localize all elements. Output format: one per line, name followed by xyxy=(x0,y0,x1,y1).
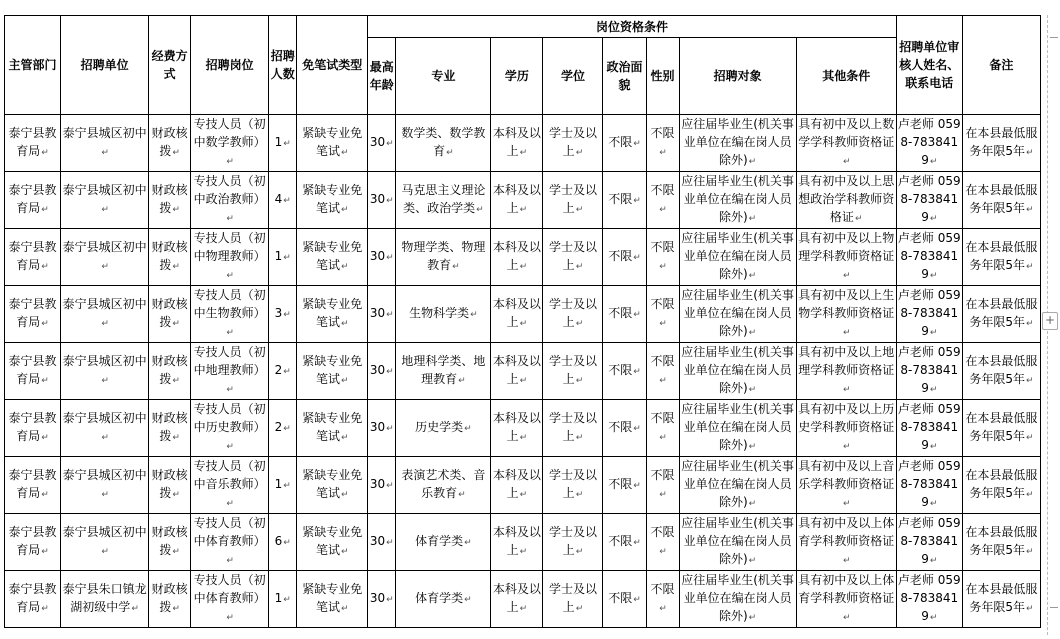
cell-count: 1 ↵ xyxy=(269,229,297,286)
cell-count: 2 ↵ xyxy=(269,343,297,400)
cell-unit: 泰宁县城区初中 ↵ xyxy=(61,115,149,172)
cell-education: 本科及以上 ↵ xyxy=(491,571,543,628)
cell-age: 30 ↵ xyxy=(368,514,396,571)
cell-target: 应往届毕业生(机关事业单位在编在岗人员除外) ↵ xyxy=(679,115,796,172)
cell-age: 30 ↵ xyxy=(368,115,396,172)
cell-age: 30 ↵ xyxy=(368,286,396,343)
cell-remark: 在本县最低服务年限5年 ↵ xyxy=(962,343,1040,400)
table-row xyxy=(5,115,1041,172)
cell-count: 4 ↵ xyxy=(269,172,297,229)
cell-major: 物理学类、物理教育 ↵ xyxy=(396,229,491,286)
cell-other: 具有初中及以上音乐学科教师资格证 ↵ xyxy=(796,457,896,514)
header-funding: 经费方式 xyxy=(149,16,191,115)
table-row xyxy=(5,172,1041,229)
cell-dept: 泰宁县教育局 ↵ xyxy=(5,514,61,571)
cell-gender: 不限 ↵ xyxy=(646,457,679,514)
cell-dept: 泰宁县教育局 ↵ xyxy=(5,229,61,286)
cell-other: 具有初中及以上思想政治学科教师资格证 ↵ xyxy=(796,172,896,229)
cell-gender: 不限 ↵ xyxy=(646,115,679,172)
cell-education: 本科及以上 ↵ xyxy=(491,457,543,514)
cell-exam: 紧缺专业免笔试 ↵ xyxy=(297,172,368,229)
header-exam: 免笔试类型 xyxy=(297,16,368,115)
cell-age: 30 ↵ xyxy=(368,400,396,457)
cell-age: 30 ↵ xyxy=(368,343,396,400)
cell-education: 本科及以上 ↵ xyxy=(491,229,543,286)
cell-dept: 泰宁县教育局 ↵ xyxy=(5,400,61,457)
cell-other: 具有初中及以上体育学科教师资格证 ↵ xyxy=(796,571,896,628)
header-degree: 学位 xyxy=(543,38,603,115)
cell-major: 历史学类 ↵ xyxy=(396,400,491,457)
table-row xyxy=(5,400,1041,457)
cell-exam: 紧缺专业免笔试 ↵ xyxy=(297,343,368,400)
add-row-button[interactable]: + xyxy=(1042,312,1058,330)
header-remark: 备注 xyxy=(962,16,1040,115)
header-age: 最高年龄 xyxy=(368,38,396,115)
cell-major: 表演艺术类、音乐教育 ↵ xyxy=(396,457,491,514)
table-row xyxy=(5,571,1041,628)
cell-contact: 卢老师 0598-7838419 ↵ xyxy=(896,400,962,457)
cell-exam: 紧缺专业免笔试 ↵ xyxy=(297,286,368,343)
cell-unit: 泰宁县城区初中 ↵ xyxy=(61,343,149,400)
cell-unit: 泰宁县城区初中 ↵ xyxy=(61,400,149,457)
cell-dept: 泰宁县教育局 ↵ xyxy=(5,172,61,229)
cell-remark: 在本县最低服务年限5年 ↵ xyxy=(962,172,1040,229)
cell-degree: 学士及以上 ↵ xyxy=(543,343,603,400)
cell-dept: 泰宁县教育局 ↵ xyxy=(5,115,61,172)
cell-exam: 紧缺专业免笔试 ↵ xyxy=(297,571,368,628)
cell-exam: 紧缺专业免笔试 ↵ xyxy=(297,400,368,457)
cell-degree: 学士及以上 ↵ xyxy=(543,115,603,172)
cell-position: 专技人员（初中体育教师） ↵ xyxy=(191,514,269,571)
cell-contact: 卢老师 0598-7838419 ↵ xyxy=(896,229,962,286)
cell-dept: 泰宁县教育局 ↵ xyxy=(5,286,61,343)
cell-degree: 学士及以上 ↵ xyxy=(543,286,603,343)
cell-unit: 泰宁县城区初中 ↵ xyxy=(61,457,149,514)
cell-unit: 泰宁县城区初中 ↵ xyxy=(61,172,149,229)
table-row xyxy=(5,229,1041,286)
cell-funding: 财政核拨 ↵ xyxy=(149,115,191,172)
cell-gender: 不限 ↵ xyxy=(646,343,679,400)
cell-target: 应往届毕业生(机关事业单位在编在岗人员除外) ↵ xyxy=(679,400,796,457)
cell-contact: 卢老师 0598-7838419 ↵ xyxy=(896,457,962,514)
cell-contact: 卢老师 0598-7838419 ↵ xyxy=(896,172,962,229)
cell-position: 专技人员（初中地理教师） ↵ xyxy=(191,343,269,400)
cell-unit: 泰宁县城区初中 ↵ xyxy=(61,229,149,286)
cell-target: 应往届毕业生(机关事业单位在编在岗人员除外) ↵ xyxy=(679,172,796,229)
cell-remark: 在本县最低服务年限5年 ↵ xyxy=(962,229,1040,286)
cell-target: 应往届毕业生(机关事业单位在编在岗人员除外) ↵ xyxy=(679,229,796,286)
header-other: 其他条件 xyxy=(796,38,896,115)
cell-degree: 学士及以上 ↵ xyxy=(543,229,603,286)
cell-major: 体育学类 ↵ xyxy=(396,571,491,628)
cell-political: 不限 ↵ xyxy=(603,172,646,229)
header-major: 专业 xyxy=(396,38,491,115)
header-position: 招聘岗位 xyxy=(191,16,269,115)
cell-target: 应往届毕业生(机关事业单位在编在岗人员除外) ↵ xyxy=(679,514,796,571)
cell-age: 30 ↵ xyxy=(368,229,396,286)
cell-contact: 卢老师 0598-7838419 ↵ xyxy=(896,571,962,628)
cell-degree: 学士及以上 ↵ xyxy=(543,400,603,457)
cell-age: 30 ↵ xyxy=(368,571,396,628)
cell-count: 1 ↵ xyxy=(269,115,297,172)
cell-funding: 财政核拨 ↵ xyxy=(149,400,191,457)
header-education: 学历 xyxy=(491,38,543,115)
cell-education: 本科及以上 ↵ xyxy=(491,286,543,343)
cell-political: 不限 ↵ xyxy=(603,571,646,628)
cell-gender: 不限 ↵ xyxy=(646,514,679,571)
cell-political: 不限 ↵ xyxy=(603,343,646,400)
cell-position: 专技人员（初中体育教师） ↵ xyxy=(191,571,269,628)
cell-contact: 卢老师 0598-7838419 ↵ xyxy=(896,514,962,571)
cell-degree: 学士及以上 ↵ xyxy=(543,457,603,514)
table-row xyxy=(5,457,1041,514)
cell-gender: 不限 ↵ xyxy=(646,172,679,229)
cell-count: 3 ↵ xyxy=(269,286,297,343)
cell-funding: 财政核拨 ↵ xyxy=(149,286,191,343)
cell-unit: 泰宁县城区初中 ↵ xyxy=(61,514,149,571)
cell-dept: 泰宁县教育局 ↵ xyxy=(5,343,61,400)
cell-age: 30 ↵ xyxy=(368,172,396,229)
cell-position: 专技人员（初中政治教师） ↵ xyxy=(191,172,269,229)
cell-degree: 学士及以上 ↵ xyxy=(543,172,603,229)
cell-target: 应往届毕业生(机关事业单位在编在岗人员除外) ↵ xyxy=(679,571,796,628)
cell-gender: 不限 ↵ xyxy=(646,400,679,457)
cell-count: 1 ↵ xyxy=(269,571,297,628)
cell-remark: 在本县最低服务年限5年 ↵ xyxy=(962,514,1040,571)
cell-remark: 在本县最低服务年限5年 ↵ xyxy=(962,286,1040,343)
margin-tick xyxy=(1050,37,1058,38)
cell-exam: 紧缺专业免笔试 ↵ xyxy=(297,229,368,286)
cell-funding: 财政核拨 ↵ xyxy=(149,457,191,514)
cell-remark: 在本县最低服务年限5年 ↵ xyxy=(962,571,1040,628)
cell-dept: 泰宁县教育局 ↵ xyxy=(5,457,61,514)
table-row xyxy=(5,286,1041,343)
cell-major: 马克思主义理论类、政治学类 ↵ xyxy=(396,172,491,229)
cell-major: 体育学类 ↵ xyxy=(396,514,491,571)
cell-education: 本科及以上 ↵ xyxy=(491,343,543,400)
cell-target: 应往届毕业生(机关事业单位在编在岗人员除外) ↵ xyxy=(679,457,796,514)
table-row xyxy=(5,343,1041,400)
cell-contact: 卢老师 0598-7838419 ↵ xyxy=(896,115,962,172)
cell-age: 30 ↵ xyxy=(368,457,396,514)
cell-position: 专技人员（初中历史教师） ↵ xyxy=(191,400,269,457)
cell-position: 专技人员（初中数学教师） ↵ xyxy=(191,115,269,172)
margin-tick xyxy=(1050,607,1058,608)
cell-position: 专技人员（初中生物教师） ↵ xyxy=(191,286,269,343)
cell-other: 具有初中及以上物理学科教师资格证 ↵ xyxy=(796,229,896,286)
cell-position: 专技人员（初中音乐教师） ↵ xyxy=(191,457,269,514)
header-target: 招聘对象 xyxy=(679,38,796,115)
cell-count: 1 ↵ xyxy=(269,457,297,514)
cell-target: 应往届毕业生(机关事业单位在编在岗人员除外) ↵ xyxy=(679,343,796,400)
cell-count: 2 ↵ xyxy=(269,400,297,457)
cell-education: 本科及以上 ↵ xyxy=(491,400,543,457)
cell-remark: 在本县最低服务年限5年 ↵ xyxy=(962,457,1040,514)
cell-funding: 财政核拨 ↵ xyxy=(149,229,191,286)
cell-political: 不限 ↵ xyxy=(603,115,646,172)
cell-other: 具有初中及以上历史学科教师资格证 ↵ xyxy=(796,400,896,457)
cell-degree: 学士及以上 ↵ xyxy=(543,514,603,571)
header-count: 招聘人数 xyxy=(269,16,297,115)
cell-funding: 财政核拨 ↵ xyxy=(149,571,191,628)
cell-remark: 在本县最低服务年限5年 ↵ xyxy=(962,115,1040,172)
cell-major: 数学类、数学教育 ↵ xyxy=(396,115,491,172)
cell-exam: 紧缺专业免笔试 ↵ xyxy=(297,514,368,571)
header-political: 政治面貌 xyxy=(603,38,646,115)
cell-funding: 财政核拨 ↵ xyxy=(149,343,191,400)
cell-political: 不限 ↵ xyxy=(603,400,646,457)
cell-position: 专技人员（初中物理教师） ↵ xyxy=(191,229,269,286)
cell-funding: 财政核拨 ↵ xyxy=(149,172,191,229)
cell-gender: 不限 ↵ xyxy=(646,229,679,286)
cell-exam: 紧缺专业免笔试 ↵ xyxy=(297,115,368,172)
cell-other: 具有初中及以上地理学科教师资格证 ↵ xyxy=(796,343,896,400)
header-gender: 性别 xyxy=(646,38,679,115)
table-row xyxy=(5,514,1041,571)
header-contact: 招聘单位审核人姓名、联系电话 xyxy=(896,16,962,115)
recruitment-table xyxy=(4,15,1041,628)
header-qualification-group: 岗位资格条件 xyxy=(368,16,896,38)
cell-gender: 不限 ↵ xyxy=(646,571,679,628)
cell-gender: 不限 ↵ xyxy=(646,286,679,343)
cell-unit: 泰宁县城区初中 ↵ xyxy=(61,286,149,343)
cell-other: 具有初中及以上体育学科教师资格证 ↵ xyxy=(796,514,896,571)
cell-exam: 紧缺专业免笔试 ↵ xyxy=(297,457,368,514)
header-dept: 主管部门 xyxy=(5,16,61,115)
cell-remark: 在本县最低服务年限5年 ↵ xyxy=(962,400,1040,457)
cell-political: 不限 ↵ xyxy=(603,229,646,286)
cell-dept: 泰宁县教育局 ↵ xyxy=(5,571,61,628)
header-unit: 招聘单位 xyxy=(61,16,149,115)
cell-other: 具有初中及以上数学学科教师资格证 ↵ xyxy=(796,115,896,172)
cell-political: 不限 ↵ xyxy=(603,457,646,514)
cell-major: 地理科学类、地理教育 ↵ xyxy=(396,343,491,400)
cell-education: 本科及以上 ↵ xyxy=(491,514,543,571)
cell-major: 生物科学类 ↵ xyxy=(396,286,491,343)
cell-count: 6 ↵ xyxy=(269,514,297,571)
cell-political: 不限 ↵ xyxy=(603,286,646,343)
cell-unit: 泰宁县朱口镇龙湖初级中学 ↵ xyxy=(61,571,149,628)
cell-political: 不限 ↵ xyxy=(603,514,646,571)
cell-degree: 学士及以上 ↵ xyxy=(543,571,603,628)
cell-funding: 财政核拨 ↵ xyxy=(149,514,191,571)
cell-other: 具有初中及以上生物学科教师资格证 ↵ xyxy=(796,286,896,343)
cell-contact: 卢老师 0598-7838419 ↵ xyxy=(896,286,962,343)
cell-education: 本科及以上 ↵ xyxy=(491,172,543,229)
cell-education: 本科及以上 ↵ xyxy=(491,115,543,172)
cell-target: 应往届毕业生(机关事业单位在编在岗人员除外) ↵ xyxy=(679,286,796,343)
cell-contact: 卢老师 0598-7838419 ↵ xyxy=(896,343,962,400)
